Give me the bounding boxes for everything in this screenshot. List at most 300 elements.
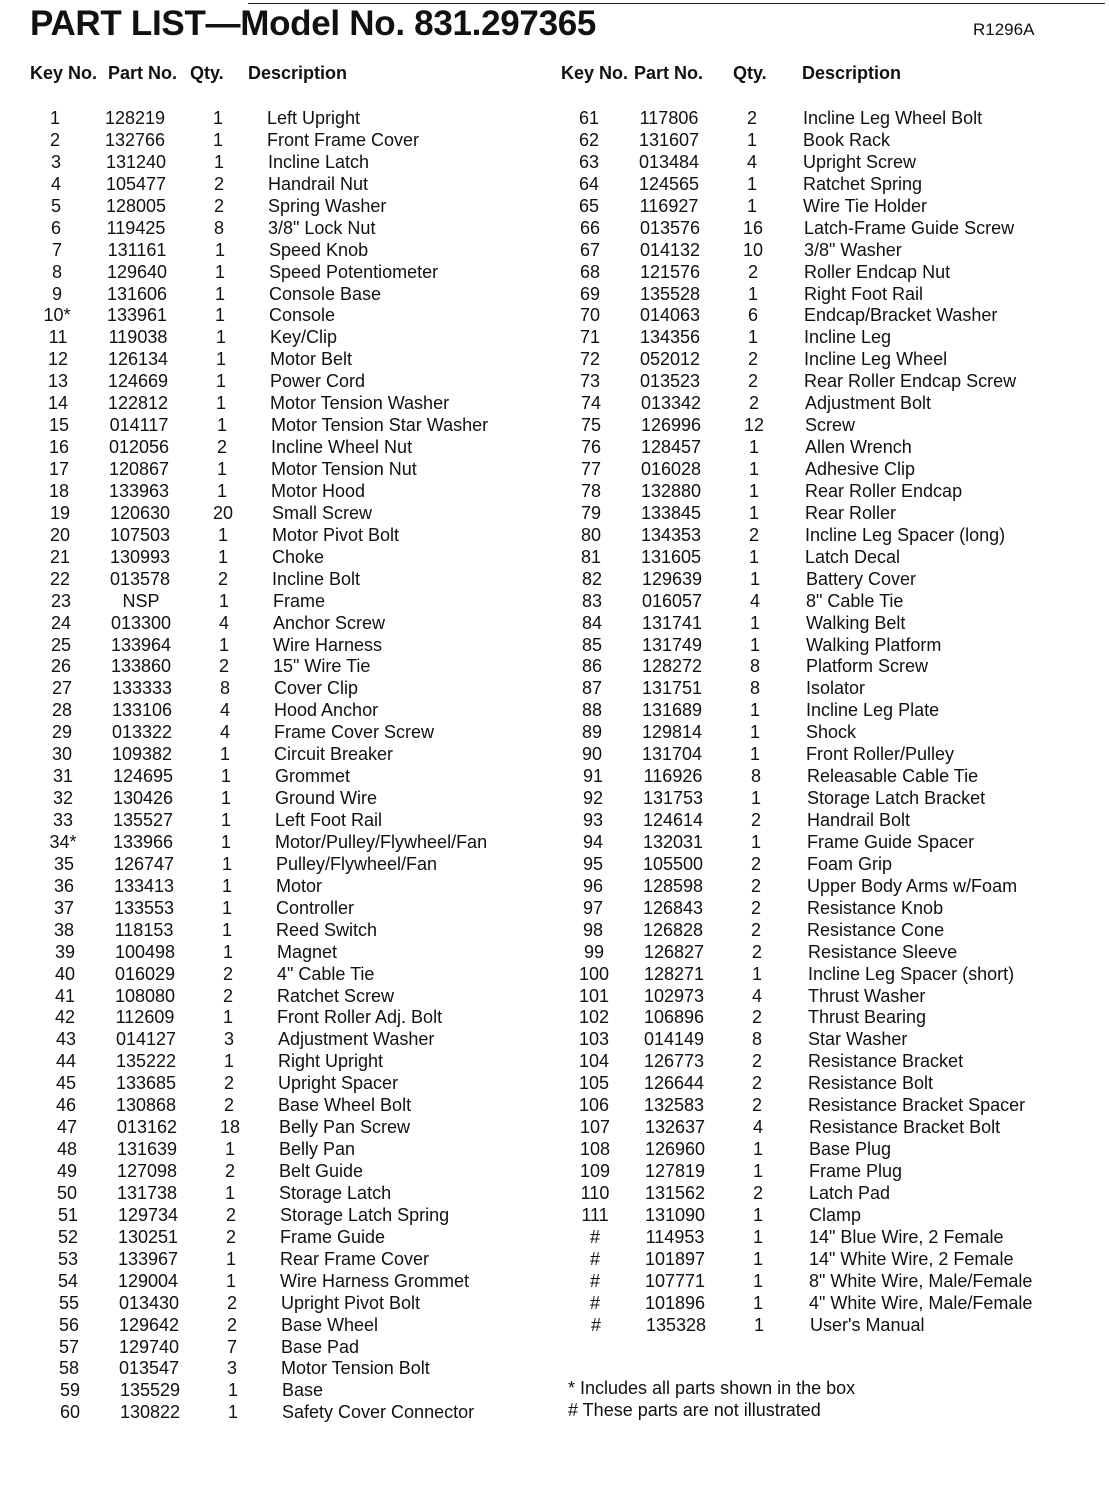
part-no-cell: 014117 <box>109 415 169 436</box>
part-no-cell: 133966 <box>112 831 174 852</box>
key-no-cell: 22 <box>49 568 71 589</box>
table-row <box>0 196 1109 218</box>
description-cell: Motor Pivot Bolt <box>272 524 400 545</box>
description-cell: Allen Wrench <box>805 437 912 458</box>
part-no-cell: 131562 <box>644 1182 706 1203</box>
part-no-cell: 126773 <box>643 1051 705 1072</box>
part-no-cell: 013322 <box>111 722 173 743</box>
description-cell: Adjustment Bolt <box>805 393 932 414</box>
qty-cell: 2 <box>222 985 233 1006</box>
key-no-cell: 89 <box>581 722 603 743</box>
qty-cell: 2 <box>223 1073 234 1094</box>
table-row <box>0 437 1109 459</box>
qty-cell: 1 <box>220 766 231 787</box>
key-no-cell: 38 <box>53 919 75 940</box>
key-no-cell: 41 <box>54 985 76 1006</box>
part-no-cell: 131689 <box>641 700 703 721</box>
part-no-cell: 016057 <box>641 590 703 611</box>
table-row <box>0 218 1109 240</box>
description-cell: Frame Guide <box>280 1226 386 1247</box>
description-cell: Motor Hood <box>271 480 366 501</box>
qty-cell: 4 <box>219 700 230 721</box>
qty-cell: 4 <box>751 985 762 1006</box>
table-row <box>0 678 1109 700</box>
qty-cell: 2 <box>217 568 228 589</box>
qty-cell: 3 <box>223 1029 234 1050</box>
part-no-cell: 133961 <box>106 305 168 326</box>
table-row <box>0 876 1109 898</box>
header-key-no: Key No. <box>561 63 629 83</box>
qty-cell: 2 <box>226 1314 237 1335</box>
description-cell: Battery Cover <box>806 568 917 589</box>
part-no-cell: 130993 <box>109 546 171 567</box>
description-cell: Cover Clip <box>274 678 359 699</box>
description-cell: Walking Platform <box>806 634 942 655</box>
qty-cell: 1 <box>752 1248 763 1269</box>
key-no-cell: 55 <box>58 1292 80 1313</box>
table-row <box>0 744 1109 766</box>
part-no-cell: 130426 <box>112 788 174 809</box>
part-no-cell: 014132 <box>639 239 701 260</box>
description-cell: Incline Wheel Nut <box>271 437 413 458</box>
description-cell: Motor Tension Bolt <box>281 1358 430 1379</box>
part-no-cell: 124614 <box>642 810 704 830</box>
description-cell: Rear Roller Endcap <box>805 480 963 501</box>
part-no-cell: 120630 <box>109 502 171 523</box>
part-no-cell: 135222 <box>115 1051 177 1072</box>
header-key-no: Key No. <box>30 63 98 83</box>
table-row <box>0 503 1109 525</box>
key-no-cell: # <box>589 1226 600 1247</box>
description-cell: Wire Harness Grommet <box>280 1270 470 1291</box>
description-cell: Circuit Breaker <box>274 744 394 765</box>
part-no-cell: 102973 <box>643 985 705 1006</box>
table-row <box>0 130 1109 152</box>
qty-cell: 1 <box>220 810 231 830</box>
revision-code: R1296A <box>973 20 1035 39</box>
qty-cell: 2 <box>751 1073 762 1094</box>
qty-cell: 1 <box>218 634 229 655</box>
qty-cell: 4 <box>218 612 229 633</box>
part-no-cell: 133413 <box>113 875 175 896</box>
part-no-cell: 112609 <box>115 1007 175 1028</box>
key-no-cell: 73 <box>579 371 601 392</box>
qty-cell: 1 <box>214 239 225 260</box>
key-no-cell: 72 <box>579 349 601 370</box>
part-no-cell: 131751 <box>641 678 703 699</box>
part-no-cell: 131606 <box>106 283 168 304</box>
table-row <box>0 1402 560 1424</box>
key-no-cell: 90 <box>581 744 603 765</box>
qty-cell: 2 <box>751 941 762 962</box>
description-cell: 14" Blue Wire, 2 Female <box>809 1226 1004 1247</box>
part-no-cell: 130251 <box>117 1226 179 1247</box>
table-row <box>0 635 1109 657</box>
description-cell: Left Upright <box>267 108 361 128</box>
description-cell: Handrail Bolt <box>807 810 911 830</box>
part-no-cell: 013300 <box>110 612 172 633</box>
description-cell: Incline Leg Wheel Bolt <box>803 108 983 128</box>
key-no-cell: 78 <box>580 480 602 501</box>
description-cell: Frame <box>273 590 326 611</box>
key-no-cell: 56 <box>58 1314 80 1335</box>
part-no-cell: 128005 <box>105 195 167 216</box>
description-cell: Grommet <box>275 766 351 787</box>
qty-cell: 1 <box>219 744 230 765</box>
qty-cell: 1 <box>752 1292 763 1313</box>
part-no-cell: 129740 <box>118 1336 180 1357</box>
description-cell: Wire Tie Holder <box>803 195 928 216</box>
qty-cell: 1 <box>752 1139 763 1160</box>
header-qty: Qty. <box>190 63 224 83</box>
description-cell: Storage Latch <box>279 1182 392 1203</box>
qty-cell: 1 <box>221 919 232 940</box>
description-cell: Speed Potentiometer <box>269 261 439 282</box>
part-no-cell: 130868 <box>115 1095 177 1116</box>
key-no-cell: 2 <box>49 129 60 150</box>
description-cell: Front Roller Adj. Bolt <box>277 1007 443 1028</box>
key-no-cell: 30 <box>51 744 73 765</box>
part-no-cell: 128457 <box>640 437 702 458</box>
table-row <box>0 1051 1109 1073</box>
description-cell: Platform Screw <box>806 656 929 677</box>
part-no-cell: 131605 <box>640 546 702 567</box>
key-no-cell: 64 <box>578 173 600 194</box>
key-no-cell: # <box>590 1314 601 1335</box>
key-no-cell: 62 <box>578 129 600 150</box>
part-no-cell: 127098 <box>116 1161 178 1181</box>
part-no-cell: 133845 <box>640 502 702 523</box>
qty-cell: 2 <box>748 524 759 545</box>
description-cell: Console Base <box>269 283 382 304</box>
key-no-cell: 82 <box>581 568 603 589</box>
table-row <box>0 327 1109 349</box>
key-no-cell: 34* <box>49 831 77 852</box>
part-no-cell: 131240 <box>105 151 167 172</box>
part-no-cell: 133963 <box>108 480 170 501</box>
description-cell: Resistance Bracket Bolt <box>809 1117 1001 1138</box>
part-no-cell: 119038 <box>108 327 168 348</box>
part-no-cell: 101896 <box>644 1292 706 1313</box>
qty-cell: 4 <box>749 590 760 611</box>
description-cell: Right Foot Rail <box>804 283 924 304</box>
key-no-cell: 4 <box>50 173 61 194</box>
key-no-cell: 92 <box>582 788 604 809</box>
qty-cell: 2 <box>746 108 757 128</box>
header-part-no: Part No. <box>108 63 178 83</box>
key-no-cell: 67 <box>579 239 601 260</box>
part-no-cell: 124669 <box>107 371 169 392</box>
qty-cell: 1 <box>221 875 232 896</box>
description-cell: Screw <box>805 415 856 436</box>
qty-cell: 2 <box>225 1226 236 1247</box>
key-no-cell: 26 <box>50 656 72 677</box>
description-cell: Incline Leg <box>804 327 892 348</box>
table-row <box>0 613 1109 635</box>
description-cell: Spring Washer <box>268 195 387 216</box>
key-no-cell: 97 <box>582 897 604 918</box>
part-no-cell: 132637 <box>644 1117 706 1138</box>
part-no-cell: 133685 <box>115 1073 177 1094</box>
part-no-cell: 109382 <box>111 744 173 765</box>
description-cell: Base Pad <box>281 1336 360 1357</box>
key-no-cell: 76 <box>580 437 602 458</box>
key-no-cell: 31 <box>52 766 74 787</box>
part-no-cell: 126134 <box>107 349 169 370</box>
part-no-cell: 107503 <box>109 524 171 545</box>
part-no-cell: 131741 <box>641 612 703 633</box>
key-no-cell: 84 <box>581 612 603 633</box>
key-no-cell: 75 <box>580 415 602 436</box>
qty-cell: 2 <box>218 656 229 677</box>
description-cell: Rear Roller <box>805 502 897 523</box>
table-row <box>0 986 1109 1008</box>
table-row <box>0 152 1109 174</box>
description-cell: Adhesive Clip <box>805 459 916 479</box>
description-cell: Anchor Screw <box>273 612 386 633</box>
part-no-cell: 014149 <box>643 1029 705 1050</box>
table-row <box>0 262 1109 284</box>
qty-cell: 2 <box>750 875 761 896</box>
key-no-cell: 32 <box>52 788 74 809</box>
qty-cell: 1 <box>215 349 226 370</box>
table-row <box>0 1315 1109 1337</box>
qty-cell: 1 <box>222 941 233 962</box>
description-cell: Clamp <box>809 1204 862 1225</box>
description-cell: Speed Knob <box>269 239 369 260</box>
key-no-cell: 11 <box>48 327 68 348</box>
part-no-cell: 014127 <box>115 1029 177 1050</box>
key-no-cell: 16 <box>48 437 70 458</box>
table-row <box>0 942 1109 964</box>
description-cell: User's Manual <box>810 1314 925 1335</box>
qty-cell: 8 <box>749 678 760 699</box>
key-no-cell: # <box>589 1270 600 1291</box>
description-cell: Wire Harness <box>273 634 383 655</box>
key-no-cell: 37 <box>53 897 75 918</box>
table-row <box>0 1007 1109 1029</box>
part-no-cell: 013578 <box>109 568 171 589</box>
part-no-cell: 128219 <box>104 108 166 128</box>
part-no-cell: NSP <box>122 590 160 611</box>
qty-cell: 1 <box>221 897 232 918</box>
description-cell: Controller <box>276 897 355 918</box>
qty-cell: 1 <box>212 129 223 150</box>
description-cell: Frame Plug <box>809 1161 903 1181</box>
part-no-cell: 122812 <box>107 393 169 414</box>
description-cell: Base <box>282 1380 324 1401</box>
key-no-cell: 94 <box>582 831 604 852</box>
qty-cell: 1 <box>749 634 760 655</box>
key-no-cell: 63 <box>578 151 600 172</box>
qty-cell: 1 <box>214 305 225 326</box>
qty-cell: 8 <box>751 1029 762 1050</box>
description-cell: Reed Switch <box>276 919 378 940</box>
qty-cell: 2 <box>216 437 227 458</box>
description-cell: 8" White Wire, Male/Female <box>809 1270 1033 1291</box>
table-row <box>0 1205 1109 1227</box>
qty-cell: 2 <box>750 853 761 874</box>
description-cell: Latch Pad <box>809 1182 891 1203</box>
part-no-cell: 131749 <box>641 634 703 655</box>
table-row <box>0 1227 1109 1249</box>
description-cell: Belt Guide <box>279 1161 364 1181</box>
qty-cell: 1 <box>215 371 226 392</box>
table-row <box>0 1380 560 1402</box>
key-no-cell: 98 <box>582 919 604 940</box>
part-no-cell: 131090 <box>644 1204 706 1225</box>
part-no-cell: 126960 <box>644 1139 706 1160</box>
qty-cell: 1 <box>748 480 759 501</box>
description-cell: Incline Leg Plate <box>806 700 940 721</box>
key-no-cell: 83 <box>581 590 603 611</box>
qty-cell: 1 <box>748 546 759 567</box>
description-cell: Motor Tension Washer <box>270 393 450 414</box>
table-row <box>0 920 1109 942</box>
part-no-cell: 129639 <box>641 568 703 589</box>
description-cell: 4" White Wire, Male/Female <box>809 1292 1033 1313</box>
description-cell: Latch Decal <box>805 546 901 567</box>
part-no-cell: 128598 <box>642 875 704 896</box>
description-cell: Belly Pan Screw <box>279 1117 411 1138</box>
table-row <box>0 832 1109 854</box>
qty-cell: 2 <box>213 195 224 216</box>
key-no-cell: 27 <box>51 678 73 699</box>
key-no-cell: 109 <box>579 1161 611 1181</box>
qty-cell: 1 <box>749 700 760 721</box>
description-cell: Key/Clip <box>270 327 338 348</box>
description-cell: 3/8" Lock Nut <box>268 217 376 238</box>
key-no-cell: 1 <box>49 108 60 128</box>
right-parts-list <box>0 108 1109 1337</box>
key-no-cell: 111 <box>581 1204 609 1225</box>
key-no-cell: 66 <box>579 217 601 238</box>
description-cell: Motor <box>276 875 323 896</box>
part-no-cell: 116926 <box>643 766 703 787</box>
key-no-cell: 105 <box>578 1073 610 1094</box>
key-no-cell: 101 <box>578 985 610 1006</box>
part-no-cell: 114953 <box>645 1226 705 1247</box>
table-row <box>0 174 1109 196</box>
key-no-cell: 19 <box>49 502 71 523</box>
description-cell: Motor Belt <box>270 349 353 370</box>
part-no-cell: 135527 <box>112 810 174 830</box>
description-cell: Ratchet Screw <box>277 985 395 1006</box>
description-cell: Base Plug <box>809 1139 892 1160</box>
qty-cell: 1 <box>749 568 760 589</box>
qty-cell: 1 <box>213 151 224 172</box>
qty-cell: 1 <box>225 1248 236 1269</box>
qty-cell: 20 <box>212 502 234 523</box>
key-no-cell: 108 <box>579 1139 611 1160</box>
part-no-cell: 131161 <box>107 239 167 260</box>
description-cell: Ratchet Spring <box>803 173 923 194</box>
qty-cell: 2 <box>213 173 224 194</box>
qty-cell: 2 <box>747 261 758 282</box>
table-row <box>0 656 1109 678</box>
description-cell: Upright Spacer <box>278 1073 399 1094</box>
key-no-cell: 28 <box>51 700 73 721</box>
key-no-cell: 106 <box>578 1095 610 1116</box>
key-no-cell: 88 <box>581 700 603 721</box>
qty-cell: 3 <box>226 1358 237 1379</box>
part-no-cell: 012056 <box>108 437 170 458</box>
key-no-cell: 100 <box>578 963 610 984</box>
description-cell: Shock <box>806 722 857 743</box>
qty-cell: 12 <box>743 415 765 436</box>
part-no-cell: 133860 <box>110 656 172 677</box>
description-cell: Storage Latch Spring <box>280 1204 450 1225</box>
part-no-cell: 133553 <box>113 897 175 918</box>
description-cell: Belly Pan <box>279 1139 356 1160</box>
table-row <box>0 525 1109 547</box>
key-no-cell: 17 <box>48 459 70 479</box>
part-no-cell: 130822 <box>119 1402 181 1423</box>
key-no-cell: 95 <box>582 853 604 874</box>
table-row <box>0 1095 1109 1117</box>
table-row <box>0 108 1109 130</box>
qty-cell: 2 <box>751 1095 762 1116</box>
part-no-cell: 117806 <box>639 108 699 128</box>
qty-cell: 2 <box>747 371 758 392</box>
qty-cell: 8 <box>219 678 230 699</box>
qty-cell: 1 <box>750 788 761 809</box>
page-title: PART LIST—Model No. 831.297365 <box>30 4 597 43</box>
table-row <box>0 766 1109 788</box>
key-no-cell: 71 <box>579 327 601 348</box>
key-no-cell: 60 <box>59 1402 81 1423</box>
description-cell: Adjustment Washer <box>278 1029 435 1050</box>
description-cell: Resistance Bracket <box>808 1051 964 1072</box>
part-no-cell: 126843 <box>642 897 704 918</box>
qty-cell: 1 <box>224 1139 235 1160</box>
key-no-cell: 25 <box>50 634 72 655</box>
key-no-cell: 20 <box>49 524 71 545</box>
description-cell: Resistance Bolt <box>808 1073 934 1094</box>
description-cell: Right Upright <box>278 1051 384 1072</box>
description-cell: Upright Pivot Bolt <box>281 1292 421 1313</box>
table-row <box>0 393 1109 415</box>
table-row <box>0 1358 560 1380</box>
part-no-cell: 129814 <box>641 722 703 743</box>
part-no-cell: 129734 <box>117 1204 179 1225</box>
header-description: Description <box>802 63 902 83</box>
qty-cell: 1 <box>224 1182 235 1203</box>
part-no-cell: 127819 <box>644 1161 706 1181</box>
description-cell: Base Wheel <box>281 1314 379 1335</box>
description-cell: Safety Cover Connector <box>282 1402 475 1423</box>
description-cell: Thrust Washer <box>808 985 926 1006</box>
description-cell: Latch-Frame Guide Screw <box>804 217 1015 238</box>
qty-cell: 1 <box>216 415 227 436</box>
key-no-cell: 103 <box>578 1029 610 1050</box>
qty-cell: 1 <box>752 1161 763 1181</box>
description-cell: Book Rack <box>803 129 891 150</box>
key-no-cell: 42 <box>54 1007 76 1028</box>
key-no-cell: 93 <box>582 810 604 830</box>
part-no-cell: 013576 <box>639 217 701 238</box>
table-row <box>0 898 1109 920</box>
key-no-cell: 6 <box>50 217 61 238</box>
part-no-cell: 131704 <box>641 744 703 765</box>
description-cell: Choke <box>272 546 325 567</box>
table-row <box>0 1249 1109 1271</box>
qty-cell: 1 <box>223 1051 234 1072</box>
key-no-cell: 80 <box>580 524 602 545</box>
key-no-cell: 107 <box>579 1117 611 1138</box>
part-no-cell: 052012 <box>639 349 701 370</box>
qty-cell: 1 <box>212 108 223 128</box>
